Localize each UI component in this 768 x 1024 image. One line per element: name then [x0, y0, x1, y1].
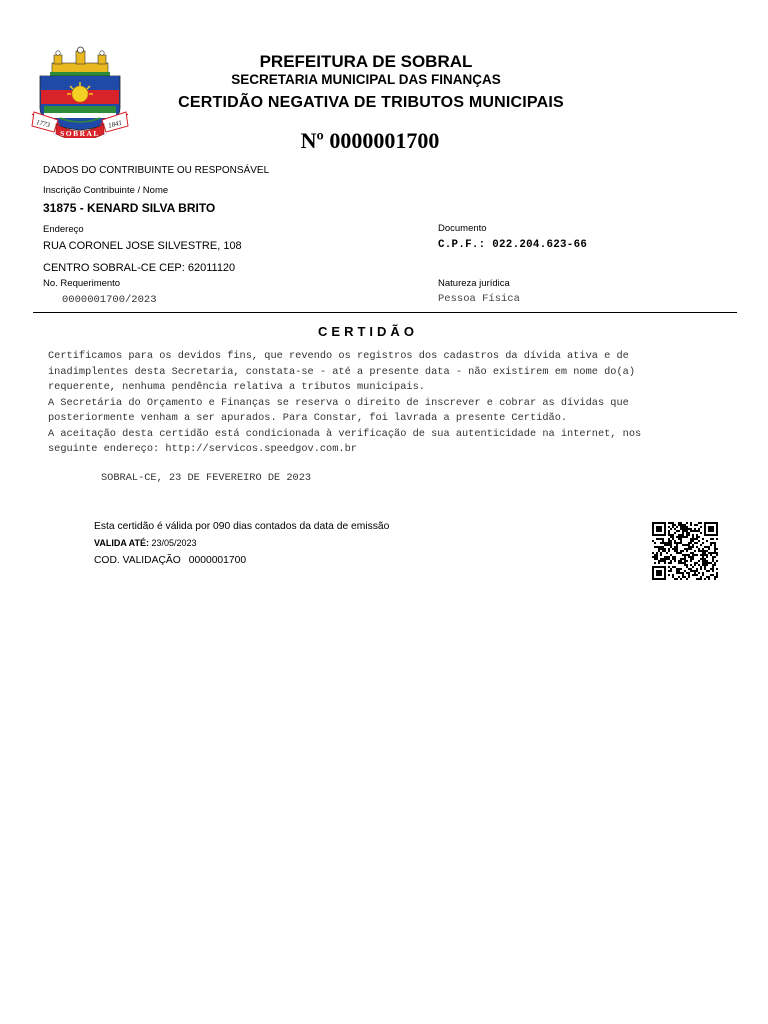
- certificate-paragraph: [48, 349, 738, 458]
- paragraph-line: requerente, nenhuma pendência relativa a tributos municipais.: [48, 381, 425, 393]
- paragraph-line: seguinte endereço: http://servicos.speedgov.com.br: [48, 443, 357, 455]
- certificate-title: CERTIDÃO: [318, 324, 418, 339]
- certificate-number: Nº 0000001700: [300, 128, 440, 153]
- document-label: Documento: [438, 223, 487, 234]
- issue-date-line: SOBRAL-CE, 23 DE FEVEREIRO DE 2023: [101, 472, 312, 484]
- paragraph-line: inadimplentes desta Secretaria, constata-se - até a presente data - não existirem em nome do(a): [48, 365, 636, 378]
- document-value: C.P.F.: 022.204.623-66: [438, 239, 588, 251]
- valid-until: [94, 537, 197, 549]
- request-label: No. Requerimento: [43, 278, 121, 289]
- validity-text: Esta certidão é válida por 090 dias contados da data de emissão: [94, 521, 390, 532]
- issuer-title: PREFEITURA DE SOBRAL: [259, 52, 473, 71]
- valid-until-label: VALIDA ATÉ:: [94, 538, 149, 548]
- section-divider: [33, 312, 737, 313]
- validation-code: [94, 554, 246, 567]
- address-line-2: CENTRO SOBRAL-CE CEP: 62011120: [43, 262, 236, 274]
- validation-code-label: COD. VALIDAÇÃO: [94, 555, 181, 566]
- crest-year-left: 1773: [35, 118, 51, 130]
- taxpayer-id-label: Inscrição Contribuinte / Nome: [43, 185, 169, 196]
- coat-of-arms-icon: [30, 46, 148, 138]
- taxpayer-section-title: DADOS DO CONTRIBUINTE OU RESPONSÁVEL: [43, 165, 270, 176]
- legal-nature-value: Pessoa Física: [438, 293, 520, 305]
- taxpayer-id-value: 31875 - KENARD SILVA BRITO: [43, 201, 216, 215]
- validation-code-value: 0000001700: [188, 555, 247, 566]
- legal-nature-label: Natureza jurídica: [438, 278, 510, 289]
- request-value: 0000001700/2023: [62, 294, 157, 306]
- paragraph-line: posteriormente venham a ser apurados. Para Constar, foi lavrada a presente Certidão.: [48, 412, 568, 424]
- qr-code-icon: [652, 522, 718, 580]
- paragraph-line: A Secretária do Orçamento e Finanças se reserva o direito de inscrever e cobrar as dívidas que: [48, 396, 629, 409]
- issuer-subtitle: SECRETARIA MUNICIPAL DAS FINANÇAS: [231, 72, 501, 87]
- valid-until-date: 23/05/2023: [151, 538, 197, 548]
- crest-banner-text: SOBRAL: [60, 129, 100, 138]
- address-label: Endereço: [43, 224, 84, 235]
- address-line-1: RUA CORONEL JOSE SILVESTRE, 108: [43, 240, 242, 252]
- paragraph-line: Certificamos para os devidos fins, que revendo os registros dos cadastros da dívida ativa e de: [48, 350, 629, 362]
- paragraph-line: A aceitação desta certidão está condicionada à verificação de sua autenticidade na internet, nos: [48, 427, 642, 440]
- document-title: CERTIDÃO NEGATIVA DE TRIBUTOS MUNICIPAIS: [178, 94, 564, 111]
- crest-year-right: 1841: [107, 118, 123, 130]
